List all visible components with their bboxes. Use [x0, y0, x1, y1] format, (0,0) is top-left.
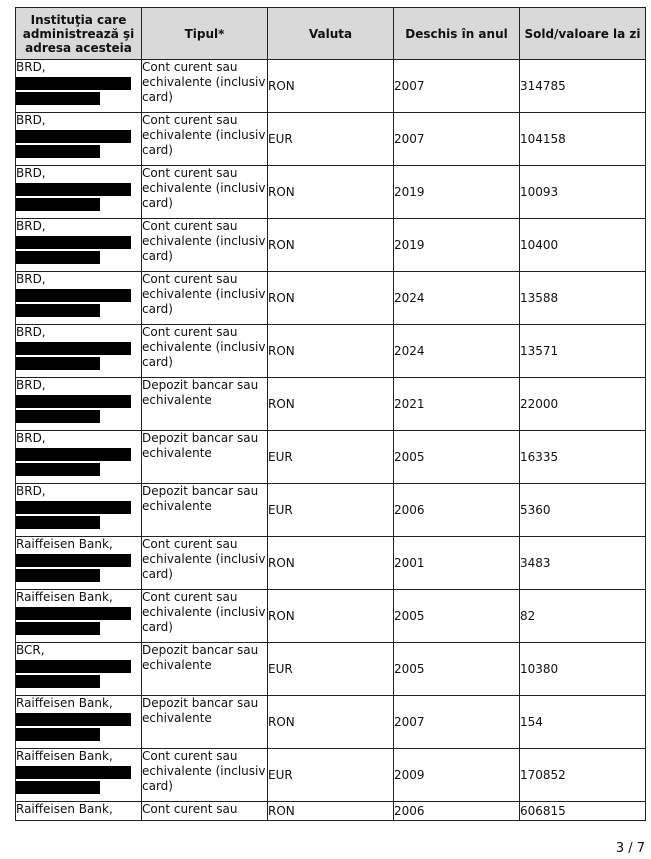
- currency-cell: EUR: [268, 484, 394, 537]
- type-cell: Cont curent sau echivalente (inclusiv card): [142, 166, 268, 219]
- balance-cell: 606815: [520, 802, 646, 821]
- type-cell: Depozit bancar sau echivalente: [142, 484, 268, 537]
- institution-name: BCR,: [16, 643, 45, 657]
- table-row: [16, 590, 646, 643]
- institution-cell: [16, 113, 142, 166]
- institution-name: Raiffeisen Bank,: [16, 749, 113, 763]
- type-cell: Cont curent sau echivalente (inclusiv card): [142, 590, 268, 643]
- institution-cell: [16, 749, 142, 802]
- balance-cell: 13588: [520, 272, 646, 325]
- currency-cell: RON: [268, 60, 394, 113]
- institution-name: Raiffeisen Bank,: [16, 802, 113, 816]
- redacted-address-line: [16, 342, 131, 355]
- redacted-address-line: [16, 781, 100, 794]
- table-row: [16, 802, 646, 821]
- header-type: Tipul*: [142, 8, 268, 60]
- redacted-address-line: [16, 463, 100, 476]
- redacted-address-line: [16, 92, 100, 105]
- redacted-address-line: [16, 660, 131, 673]
- redacted-address-line: [16, 766, 131, 779]
- institution-cell: [16, 590, 142, 643]
- table-row: [16, 219, 646, 272]
- redacted-address-line: [16, 145, 100, 158]
- type-cell: Depozit bancar sau echivalente: [142, 378, 268, 431]
- balance-cell: 16335: [520, 431, 646, 484]
- currency-cell: EUR: [268, 643, 394, 696]
- redacted-address-line: [16, 554, 131, 567]
- balance-cell: 10093: [520, 166, 646, 219]
- balance-cell: 10400: [520, 219, 646, 272]
- institution-name: BRD,: [16, 378, 46, 392]
- redacted-address-line: [16, 501, 131, 514]
- header-currency: Valuta: [268, 8, 394, 60]
- redacted-address-line: [16, 569, 100, 582]
- redacted-address-line: [16, 713, 131, 726]
- institution-cell: [16, 166, 142, 219]
- page-number: 3 / 7: [615, 841, 645, 856]
- balance-cell: 3483: [520, 537, 646, 590]
- currency-cell: RON: [268, 696, 394, 749]
- institution-name: Raiffeisen Bank,: [16, 537, 113, 551]
- redacted-address-line: [16, 516, 100, 529]
- institution-cell: [16, 696, 142, 749]
- currency-cell: RON: [268, 590, 394, 643]
- redacted-address-line: [16, 728, 100, 741]
- opened-year-cell: 2007: [394, 696, 520, 749]
- balance-cell: 13571: [520, 325, 646, 378]
- opened-year-cell: 2001: [394, 537, 520, 590]
- currency-cell: RON: [268, 325, 394, 378]
- institution-cell: [16, 219, 142, 272]
- table-row: [16, 60, 646, 113]
- table-row: [16, 749, 646, 802]
- redacted-address-line: [16, 607, 131, 620]
- institution-name: BRD,: [16, 484, 46, 498]
- type-cell: Cont curent sau echivalente (inclusiv card): [142, 60, 268, 113]
- type-cell: Depozit bancar sau echivalente: [142, 643, 268, 696]
- institution-name: Raiffeisen Bank,: [16, 590, 113, 604]
- institution-name: BRD,: [16, 431, 46, 445]
- redacted-address-line: [16, 622, 100, 635]
- opened-year-cell: 2006: [394, 484, 520, 537]
- institution-cell: [16, 325, 142, 378]
- redacted-address-line: [16, 251, 100, 264]
- redacted-address-line: [16, 304, 100, 317]
- opened-year-cell: 2007: [394, 60, 520, 113]
- redacted-address-line: [16, 236, 131, 249]
- currency-cell: RON: [268, 802, 394, 821]
- table-row: [16, 272, 646, 325]
- redacted-address-line: [16, 289, 131, 302]
- table-row: [16, 643, 646, 696]
- type-cell: Cont curent sau echivalente (inclusiv card): [142, 219, 268, 272]
- bank-accounts-table: [15, 7, 646, 821]
- currency-cell: RON: [268, 166, 394, 219]
- type-cell: Cont curent sau echivalente (inclusiv card): [142, 537, 268, 590]
- type-cell: Cont curent sau echivalente (inclusiv card): [142, 749, 268, 802]
- balance-cell: 10380: [520, 643, 646, 696]
- opened-year-cell: 2019: [394, 166, 520, 219]
- currency-cell: EUR: [268, 749, 394, 802]
- table-row: [16, 484, 646, 537]
- table-header-row: [16, 8, 646, 60]
- redacted-address-line: [16, 448, 131, 461]
- institution-name: BRD,: [16, 60, 46, 74]
- type-cell: Depozit bancar sau echivalente: [142, 696, 268, 749]
- balance-cell: 154: [520, 696, 646, 749]
- type-cell: Depozit bancar sau echivalente: [142, 431, 268, 484]
- currency-cell: RON: [268, 219, 394, 272]
- opened-year-cell: 2009: [394, 749, 520, 802]
- balance-cell: 314785: [520, 60, 646, 113]
- redacted-address-line: [16, 357, 100, 370]
- institution-cell: [16, 484, 142, 537]
- institution-cell: [16, 537, 142, 590]
- table-row: [16, 113, 646, 166]
- opened-year-cell: 2019: [394, 219, 520, 272]
- type-cell: Cont curent sau echivalente (inclusiv card): [142, 325, 268, 378]
- currency-cell: EUR: [268, 431, 394, 484]
- institution-cell: [16, 272, 142, 325]
- balance-cell: 22000: [520, 378, 646, 431]
- table-row: [16, 696, 646, 749]
- redacted-address-line: [16, 395, 131, 408]
- type-cell: Cont curent sau echivalente (inclusiv card): [142, 113, 268, 166]
- redacted-address-line: [16, 77, 131, 90]
- table-row: [16, 537, 646, 590]
- currency-cell: EUR: [268, 113, 394, 166]
- redacted-address-line: [16, 410, 100, 423]
- opened-year-cell: 2006: [394, 802, 520, 821]
- institution-cell: [16, 643, 142, 696]
- institution-name: BRD,: [16, 113, 46, 127]
- institution-cell: [16, 378, 142, 431]
- header-balance: Sold/valoare la zi: [520, 8, 646, 60]
- currency-cell: RON: [268, 378, 394, 431]
- opened-year-cell: 2007: [394, 113, 520, 166]
- institution-cell: [16, 60, 142, 113]
- redacted-address-line: [16, 130, 131, 143]
- table-row: [16, 325, 646, 378]
- balance-cell: 82: [520, 590, 646, 643]
- balance-cell: 104158: [520, 113, 646, 166]
- redacted-address-line: [16, 198, 100, 211]
- institution-name: BRD,: [16, 272, 46, 286]
- currency-cell: RON: [268, 537, 394, 590]
- type-cell: Cont curent sau: [142, 802, 268, 821]
- header-institution: Instituţia care administrează şi adresa acesteia: [16, 8, 142, 60]
- table-row: [16, 431, 646, 484]
- header-opened-year: Deschis în anul: [394, 8, 520, 60]
- institution-name: Raiffeisen Bank,: [16, 696, 113, 710]
- currency-cell: RON: [268, 272, 394, 325]
- balance-cell: 170852: [520, 749, 646, 802]
- redacted-address-line: [16, 675, 100, 688]
- institution-cell: [16, 431, 142, 484]
- opened-year-cell: 2005: [394, 590, 520, 643]
- opened-year-cell: 2005: [394, 643, 520, 696]
- table-row: [16, 166, 646, 219]
- institution-name: BRD,: [16, 219, 46, 233]
- redacted-address-line: [16, 183, 131, 196]
- institution-cell: [16, 802, 142, 821]
- table-row: [16, 378, 646, 431]
- institution-name: BRD,: [16, 325, 46, 339]
- institution-name: BRD,: [16, 166, 46, 180]
- type-cell: Cont curent sau echivalente (inclusiv card): [142, 272, 268, 325]
- balance-cell: 5360: [520, 484, 646, 537]
- opened-year-cell: 2024: [394, 325, 520, 378]
- opened-year-cell: 2024: [394, 272, 520, 325]
- opened-year-cell: 2005: [394, 431, 520, 484]
- opened-year-cell: 2021: [394, 378, 520, 431]
